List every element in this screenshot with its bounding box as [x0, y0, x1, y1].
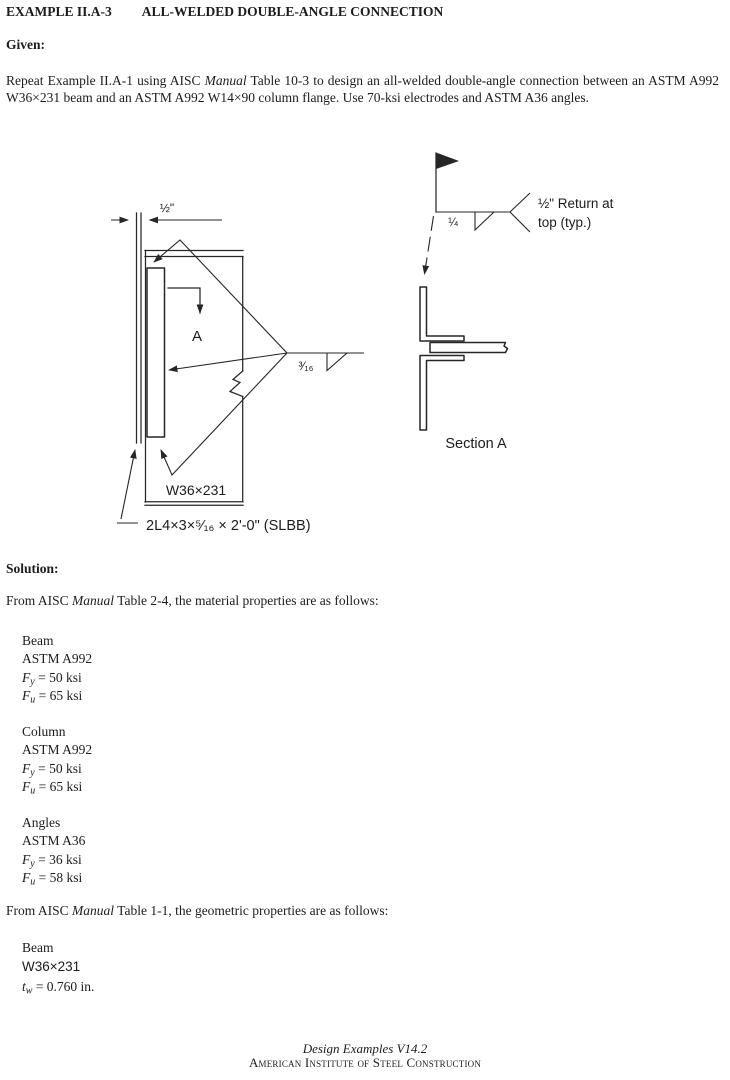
top-angle-section — [420, 287, 464, 341]
callout-leader — [121, 450, 135, 519]
given-paragraph — [6, 72, 719, 106]
fillet-weld-symbol — [327, 353, 347, 371]
break-symbol — [230, 371, 243, 397]
half-inch-dim-label: ½" — [159, 201, 175, 215]
property-line: $F_u = 65$ ksi — [22, 687, 83, 706]
footer-document-title: Design Examples V14.2 — [302, 1041, 428, 1056]
property-line: $F_u = 58$ ksi — [22, 869, 83, 888]
example-number: EXAMPLE II.A-3 — [6, 4, 112, 19]
beam-web-section — [430, 343, 508, 353]
section-cut-label: A — [191, 328, 203, 345]
page-footer — [0, 1042, 730, 1070]
fillet-weld-size-label: ³⁄₁₆ — [298, 359, 314, 373]
section-caption: Section A — [445, 436, 507, 452]
weld-tail — [510, 193, 530, 232]
material-group-column — [22, 723, 92, 796]
geometry-group-beam — [22, 938, 94, 996]
given-text-pre: Repeat Example II.A-1 using AISC — [6, 73, 205, 88]
weld-callout-elevation — [154, 240, 364, 475]
fillet-weld-symbol-section — [475, 212, 494, 230]
connection-detail-svg — [0, 150, 730, 550]
return-note-line2: top (typ.) — [538, 215, 592, 230]
group-name: Column — [22, 724, 66, 739]
fillet-weld-size-section-label: ¼ — [448, 217, 458, 229]
weld-leader-dashed — [425, 216, 434, 274]
material-group-beam — [22, 632, 92, 705]
group-name: Angles — [22, 815, 61, 830]
connection-detail-figure — [0, 150, 730, 550]
weld-leader-bottom — [161, 353, 287, 475]
geometry-intro: From AISC Manual Table 1-1, the geometric properties are as follows: — [6, 903, 389, 918]
bottom-angle-section — [420, 356, 464, 431]
beam-size-label: W36×231 — [165, 482, 227, 498]
materials-intro: From AISC Manual Table 2-4, the material properties are as follows: — [6, 593, 379, 608]
property-line: $F_y = 36$ ksi — [22, 851, 82, 870]
given-heading: Given: — [6, 37, 45, 52]
group-name: Beam — [22, 633, 54, 648]
group-name: Beam — [22, 940, 54, 955]
field-weld-flag — [436, 153, 459, 170]
return-note-line1: ½" Return at — [538, 196, 614, 211]
double-angle-outline — [147, 268, 165, 437]
given-text-post: Table 10-3 to design an all-welded double-angle connection between an ASTM A992 W36×231 beam and an ASTM A992 W14×90 column flange. Use 70-ksi electrodes and ASTM A36 angles. — [6, 73, 720, 105]
property-line: $F_u = 65$ ksi — [22, 778, 83, 797]
footer-organization: American Institute of Steel Construction — [248, 1055, 482, 1070]
double-angle-size-label: 2L4×3×⁵⁄₁₆ × 2'-0" (SLBB) — [146, 518, 311, 534]
field-weld-callout — [425, 153, 531, 275]
weld-leader-middle — [169, 353, 287, 370]
elevation-view — [111, 201, 243, 505]
group-grade: ASTM A36 — [22, 833, 86, 849]
given-text-italic: Manual — [204, 73, 247, 88]
property-line: $F_y = 50$ ksi — [22, 669, 82, 688]
group-grade: ASTM A992 — [22, 651, 93, 667]
group-grade: ASTM A992 — [22, 742, 93, 758]
section-cut-marker — [168, 288, 202, 345]
solution-heading: Solution: — [6, 561, 59, 576]
material-group-angles — [22, 814, 85, 887]
section-view — [420, 153, 614, 453]
property-line: $t_w = 0.760$ in. — [22, 978, 95, 997]
beam-designation: W36×231 — [22, 959, 81, 975]
example-title: ALL-WELDED DOUBLE-ANGLE CONNECTION — [141, 4, 444, 19]
setback-dimension — [111, 201, 222, 220]
section-cut-arrow — [168, 288, 200, 313]
property-line: $F_y = 50$ ksi — [22, 760, 82, 779]
example-heading — [6, 4, 443, 20]
